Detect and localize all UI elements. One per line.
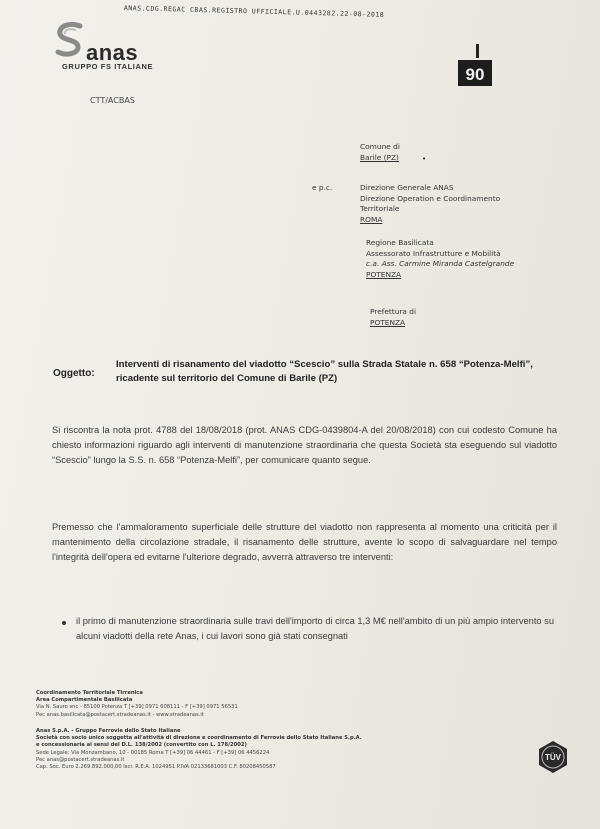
anniversary-90-icon [458,44,492,88]
body-paragraph-1: Si riscontra la nota prot. 4788 del 18/08/2018 (prot. ANAS CDG-0439804-A del 20/08/2018) con cui codesto Comune ha chiesto informazioni riguardo agli interventi di manutenzione straordinaria che questa Società sta eseguendo sul viadotto “Scescio” lungo la S.S. n. 658 “Potenza-Melfi”, per comunicare quanto segue. [52,425,557,465]
subject-text: Interventi di risanamento del viadotto “Scescio” sulla Strada Statale n. 658 “Potenza-Melfi”, ricadente sul territorio del Comune di Barile (PZ) [116,359,533,384]
recipient-prefecture: Prefettura di POTENZA [370,307,417,327]
anas-logo-icon [50,20,90,60]
epc-label: e p.c. [312,183,333,192]
logo-subtitle: GRUPPO FS ITALIANE [62,62,154,71]
protocol-stamp: ANAS.CDG.REGAC CBAS.REGISTRO UFFICIALE.U.0443282.22-08-2018 [123,4,385,19]
subject-label: Oggetto: [53,368,95,379]
bullet-marker [62,621,66,625]
recipient-comune: Comune di Barile (PZ) [360,142,400,162]
badge-number: 90 [465,65,485,84]
footer-company: Anas S.p.A. - Gruppo Ferrovie dello Stato Italiane Società con socio unico soggetta all'attività di direzione e coordinamento di Ferrovie dello Stato Italiane S.p.A. e concessionaria ai sensi del D.L. 138/2002 (convertito con L. 178/2002) Sede Legale: Via Monzambano, 10 - 00185 Roma T [+39] 06 44461 - F [+39] 06 4456224 Pec anas@postacert.stradeanas.it Cap. Soc. Euro 2.269.892.000,00 Iscr. R.E.A. 1024951 P.IVA 02133681003 C.F. 80208450587 [36,728,362,771]
recipient-directorate: Direzione Generale ANAS Direzione Operation e Coordinamento Territoriale ROMA [360,183,501,224]
footer-office: Coordinamento Territoriale Tirrenica Area Compartimentale Basilicata Via N. Sauro snc - 85100 Potenza T [+39] 0971 608111 - F [+39] 0971 56531 Pec anas.basilicata@postacert.stradeanas.it - www.stradeanas.it [36,690,238,718]
dot-mark: • [422,155,427,163]
tuv-certification-icon [536,740,570,774]
recipient-region: Regione Basilicata Assessorato Infrastrutture e Mobilità c.a. Ass. Carmine Miranda Castelgrande POTENZA [366,238,515,279]
body-bullet-1: il primo di manutenzione straordinaria sulle travi dell'importo di circa 1,3 M€ nell'ambito di un più ampio intervento su alcuni viadotti della rete Anas, i cui lavori sono già stati consegnati [76,616,554,641]
cert-badge-label: TÜV [545,753,561,762]
body-paragraph-2: Premesso che l'ammaloramento superficiale delle strutture del viadotto non rappresenta al momento una criticità per il mantenimento della circolazione stradale, il risanamento delle strutture, avente lo scopo di salvaguardare nel tempo l'integrità dell'opera ed evitarne l'ulteriore degrado, avverrà attraverso tre interventi: [52,522,557,562]
reference-code: CTT/ACBAS [90,96,135,105]
logo-wordmark: anas [86,40,139,65]
